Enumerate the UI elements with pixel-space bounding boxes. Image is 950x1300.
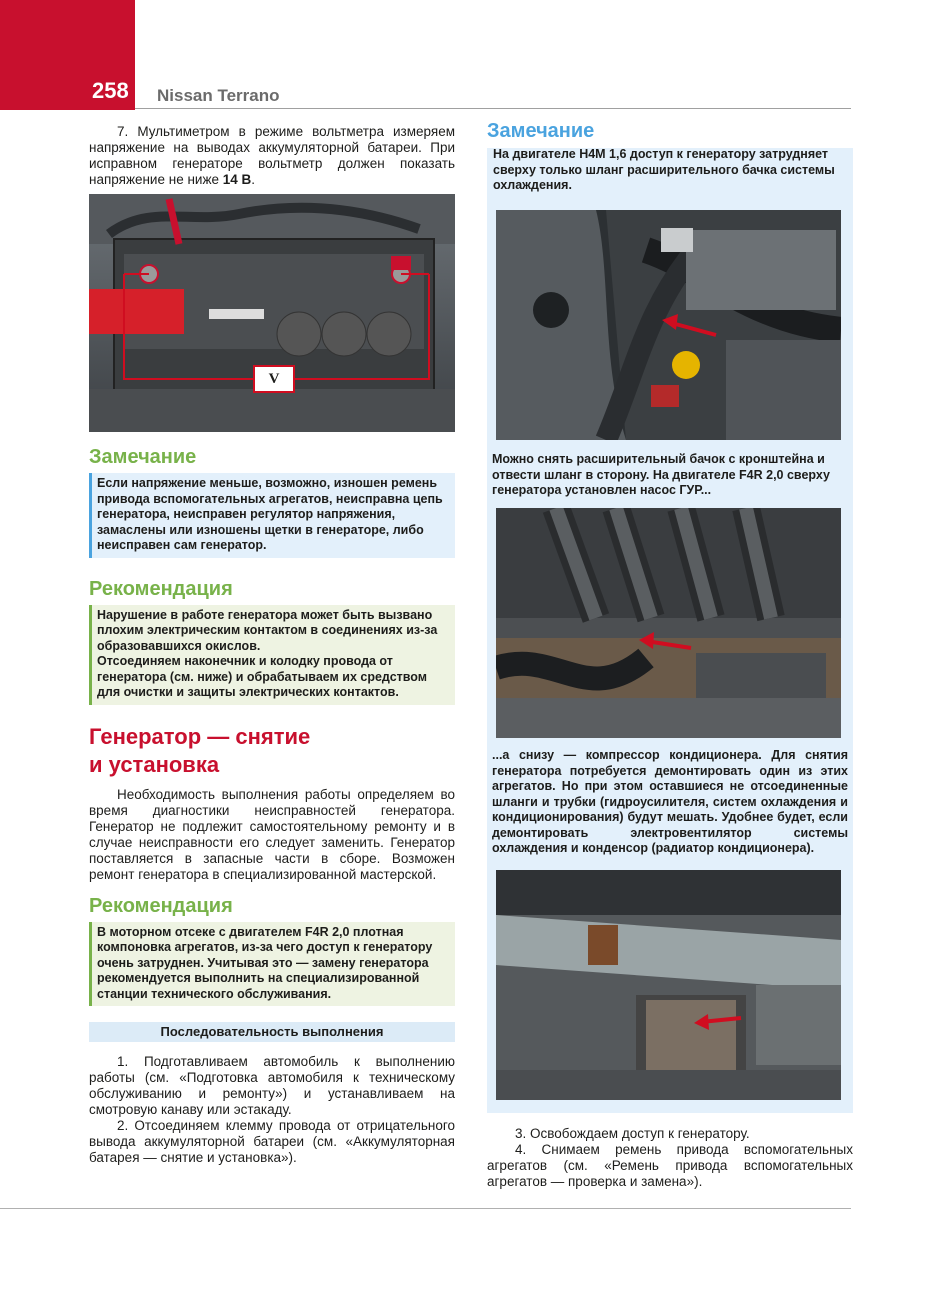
- recommendation-1: [89, 578, 455, 705]
- note-1-text: Если напряжение меньше, возможно, изношен ремень привода вспомогательных агрегатов, неисправна цепь генератора, неисправен регулятор напряжения, замаслены или изношены щетки в генераторе, либо неисправен сам генератор.: [89, 473, 455, 558]
- footer-divider: [0, 1208, 851, 1209]
- step-3: 3. Освобождаем доступ к генератору.: [515, 1126, 750, 1141]
- step-4: 4. Снимаем ремень привода вспомогательных агрегатов (см. «Ремень привода вспомогательных агрегатов — проверка и замена»).: [487, 1142, 853, 1189]
- left-column: [89, 124, 455, 1166]
- step-7-paragraph: [89, 124, 455, 188]
- section-intro: Необходимость выполнения работы определяем во время диагностики неисправностей генератора. Генератор не подлежит самостоятельному ремонту и в случае неисправности его следует заменить. Генератор поставляется в запасные части в сборе. Возможен ремонт генератора в специализированной мастерской.: [89, 786, 455, 882]
- engine-photo-f4r-bottom: [496, 870, 841, 1100]
- page-number: 258: [92, 78, 129, 103]
- note-2-text-1: На двигателе H4M 1,6 доступ к генератору затрудняет сверху только шланг расширительного бачка системы охлаждения.: [493, 147, 835, 192]
- note-2-text-3: ...а снизу — компрессор кондиционера. Для снятия генератора потребуется демонтировать один из этих агрегатов. Но при этом оставшиеся не отсоединенные шланги и трубки (гидроусилителя, систем охлаждения и кондиционирования) будут мешать. Удобнее будет, если демонтировать электровентилятор системы охлаждения и конденсор (радиатор кондиционера).: [492, 748, 848, 855]
- book-title: Nissan Terrano: [157, 86, 280, 105]
- battery-photo: [89, 194, 455, 432]
- step-7-end: .: [251, 172, 256, 187]
- note-1: [89, 446, 455, 558]
- sequence-title: Последовательность выполнения: [89, 1022, 455, 1042]
- step-7-voltage: 14 В: [222, 172, 252, 187]
- note-1-title: Замечание: [89, 446, 197, 468]
- right-column-steps: [487, 1126, 853, 1190]
- section-title: [89, 723, 455, 779]
- recommendation-1-box: [89, 605, 455, 705]
- recommendation-1-text-2: Отсоединяем наконечник и колодку провода от генератора (см. ниже) и обрабатываем их средством для очистки и защиты электрических контактов.: [97, 654, 428, 699]
- recommendation-1-title: Рекомендация: [89, 577, 233, 600]
- section-title-line-1: Генератор — снятие: [89, 723, 311, 749]
- section-title-line-2: и установка: [89, 751, 220, 777]
- note-2-text-2: Можно снять расширительный бачок с кронштейна и отвести шланг в сторону. На двигателе F4R 2,0 сверху генератора установлен насос ГУР...: [492, 452, 830, 497]
- recommendation-1-text-1: Нарушение в работе генератора может быть вызвано плохим электрическим контактом в соединениях из-за образовавшихся окислов.: [97, 607, 438, 653]
- header-divider: [135, 108, 851, 109]
- engine-photo-f4r-top: [496, 508, 841, 738]
- note-2-title: Замечание: [487, 120, 595, 142]
- voltmeter-label: V: [268, 371, 280, 387]
- engine-photo-h4m: [496, 210, 841, 440]
- right-column: [487, 120, 853, 194]
- recommendation-2-text: В моторном отсеке с двигателем F4R 2,0 плотная компоновка агрегатов, из-за чего доступ к генератору очень затруднен. Учитывая это — замену генератора рекомендуется выполнить на специализированной станции технического обслуживания.: [89, 922, 455, 1007]
- recommendation-2: [89, 895, 455, 1007]
- step-1: 1. Подготавливаем автомобиль к выполнению работы (см. «Подготовка автомобиля к техническому обслуживанию и ремонту») и устанавливаем на смотровую канаву или эстакаду.: [89, 1054, 455, 1117]
- step-2: 2. Отсоединяем клемму провода от отрицательного вывода аккумуляторной батареи (см. «Аккумуляторная батарея — снятие и установка»).: [89, 1118, 455, 1165]
- recommendation-2-title: Рекомендация: [89, 894, 233, 917]
- step-7-text: 7. Мультиметром в режиме вольтметра измеряем напряжение на выводах аккумуляторной батареи. При исправном генераторе вольтметр должен показать напряжение не ниже: [89, 124, 455, 187]
